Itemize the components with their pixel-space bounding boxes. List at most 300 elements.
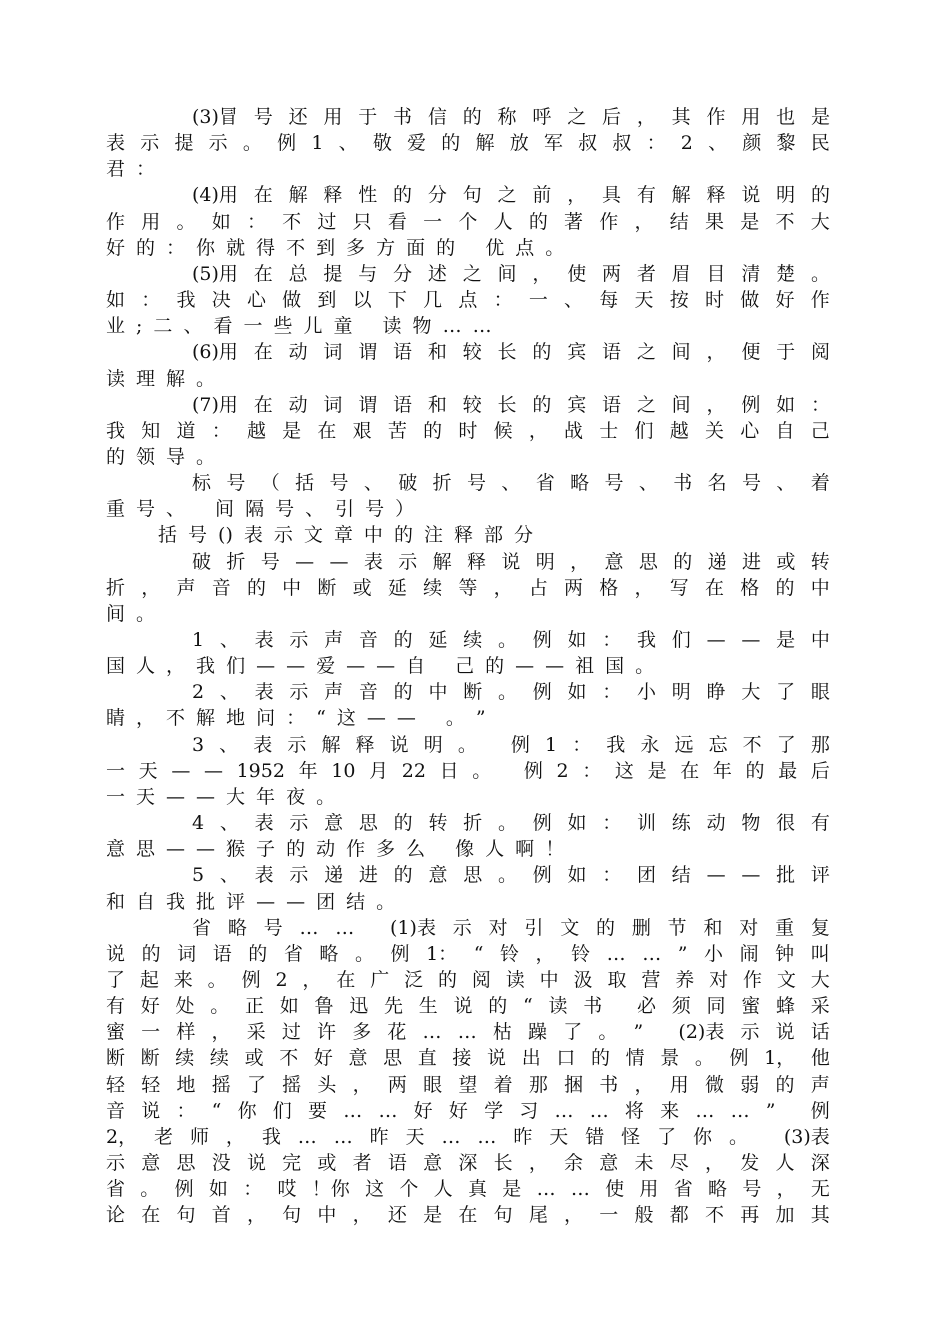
text-token: 是: [647, 759, 667, 782]
text-token: 说: [389, 733, 409, 756]
text-line: [106, 1202, 830, 1228]
text-token: 意: [604, 550, 624, 573]
text-token: 文: [560, 916, 580, 939]
text-token: 没: [211, 1152, 231, 1174]
text-token: 在: [253, 341, 273, 364]
text-token: 例: [532, 681, 552, 704]
text-token: 闹: [739, 942, 759, 965]
text-token: ，: [302, 968, 322, 991]
text-token: 转: [810, 550, 830, 573]
text-token: 的: [393, 681, 413, 704]
text-token: 出: [521, 1047, 541, 1070]
text-token: 候: [493, 419, 513, 442]
text-token: 说: [453, 995, 473, 1018]
text-token: ，: [634, 576, 654, 599]
text-token: 号: [226, 472, 246, 495]
text-token: 省: [192, 916, 212, 939]
text-token: 国: [106, 655, 126, 678]
text-token: 的: [393, 629, 413, 651]
text-token: 了: [563, 1021, 583, 1044]
text-token: 号: [742, 472, 762, 495]
text-token: 语: [393, 341, 413, 364]
text-token: ：: [136, 158, 156, 181]
text-token: 例: [532, 812, 552, 835]
text-token: 表: [254, 681, 274, 704]
text-token: ”: [633, 1021, 644, 1044]
text-line: [106, 758, 830, 784]
text-token: 意: [106, 838, 126, 861]
text-token: 例: [532, 864, 552, 887]
text-token: 长: [497, 341, 517, 364]
text-token: 。: [354, 942, 374, 965]
text-token: 。: [176, 210, 196, 233]
text-token: 小: [637, 681, 657, 704]
text-token: 2: [192, 681, 205, 704]
text-token: 越: [246, 419, 266, 442]
text-token: 错: [585, 1125, 605, 1148]
text-line: [192, 679, 830, 705]
text-token: 续: [175, 1047, 195, 1070]
text-token: 表: [106, 132, 126, 155]
text-token: 续: [463, 629, 483, 651]
text-token: 解: [166, 367, 186, 390]
text-token: 采: [810, 995, 830, 1018]
text-line: [192, 810, 830, 836]
text-token: 语: [212, 942, 232, 965]
text-token: ：: [211, 419, 231, 442]
text-token: 我: [196, 655, 216, 678]
text-token: 、: [219, 812, 239, 835]
text-token: 3: [192, 733, 205, 756]
text-token: 到: [316, 236, 336, 259]
text-token: 声: [810, 1073, 830, 1096]
text-token: 其: [810, 1204, 830, 1227]
text-token: 结: [669, 210, 689, 233]
text-line: [192, 915, 830, 941]
text-token: 时: [458, 419, 478, 442]
text-token: 一: [599, 1204, 619, 1227]
text-token: 目: [706, 262, 726, 285]
text-token: 复: [810, 916, 830, 939]
text-token: 关: [704, 419, 724, 442]
text-token: 较: [462, 341, 482, 364]
text-token: 释: [323, 184, 343, 207]
text-token: —: [376, 655, 396, 678]
text-token: ，: [352, 1204, 372, 1227]
text-token: 我: [106, 419, 126, 442]
text-token: 示: [287, 733, 307, 756]
text-token: 不: [742, 733, 762, 756]
text-token: 我: [261, 1125, 281, 1148]
text-token: 团: [316, 890, 336, 913]
text-token: 。: [497, 864, 517, 887]
text-token: 示: [106, 1152, 126, 1174]
text-token: ”: [677, 942, 688, 965]
text-token: ：: [166, 236, 186, 259]
text-token: 学: [484, 1099, 504, 1122]
text-token: 递: [707, 550, 727, 573]
text-token: 意: [141, 1152, 161, 1174]
text-token: …: [642, 942, 662, 965]
text-token: 声: [324, 681, 344, 704]
text-token: 一: [528, 289, 548, 312]
text-token: 我: [606, 733, 626, 756]
text-token: 和: [703, 916, 723, 939]
text-token: 示: [208, 132, 228, 155]
text-token: ，: [246, 1204, 266, 1227]
text-token: —: [196, 785, 216, 808]
text-token: 思: [176, 1152, 196, 1174]
text-line: [192, 182, 830, 208]
text-token: 在: [458, 1204, 478, 1227]
text-token: 。: [694, 1047, 714, 1070]
text-token: 宾: [567, 341, 587, 364]
text-token: 啊: [515, 838, 535, 861]
text-token: 在: [253, 262, 273, 285]
text-token: 中: [539, 968, 559, 991]
text-token: 优: [466, 236, 505, 259]
text-token: 捆: [564, 1073, 584, 1096]
text-token: 在: [141, 1204, 161, 1227]
text-token: 转: [428, 812, 448, 835]
text-token: 意: [423, 1152, 443, 1174]
text-token: 递: [324, 864, 344, 887]
text-token: 解: [196, 707, 216, 730]
text-token: 阅: [810, 341, 830, 364]
text-token: 提: [323, 262, 343, 285]
text-token: 老: [154, 1125, 174, 1148]
text-line: [106, 941, 830, 967]
text-token: 者: [636, 262, 656, 285]
text-token: 者: [352, 1152, 372, 1174]
text-token: 理: [136, 367, 156, 390]
text-token: 音: [211, 576, 231, 599]
text-token: 意: [428, 864, 448, 887]
text-token: ：: [141, 289, 161, 312]
text-token: 。: [472, 759, 492, 782]
text-token: 例: [390, 942, 410, 965]
text-token: 用: [141, 210, 161, 233]
text-token: 未: [634, 1152, 654, 1174]
text-token: 看: [213, 315, 233, 338]
text-token: 采: [246, 1021, 266, 1044]
text-token: 日: [439, 759, 459, 782]
text-token: 。: [316, 785, 336, 808]
text-token: 。: [497, 681, 517, 704]
text-token: 前: [532, 184, 552, 207]
text-line: [106, 1124, 830, 1150]
text-token: 略: [570, 472, 590, 495]
text-token: …: [695, 1099, 715, 1122]
text-token: ：: [602, 812, 622, 835]
text-token: ，: [776, 1178, 796, 1201]
text-token: 占: [528, 576, 548, 599]
text-token: 示: [289, 864, 309, 887]
text-line: [106, 418, 830, 444]
text-token: 间: [671, 393, 691, 416]
text-token: 在: [336, 968, 356, 991]
text-token: 颜: [742, 132, 762, 155]
text-token: ：: [810, 393, 830, 416]
text-token: 后: [602, 106, 622, 128]
text-token: ，: [634, 210, 654, 233]
text-token: 民: [810, 132, 830, 155]
text-token: —: [366, 707, 386, 730]
text-token: …: [536, 1178, 556, 1201]
text-token: 。: [497, 812, 517, 835]
text-token: 天: [549, 1125, 569, 1148]
text-token: 2，: [106, 1125, 138, 1148]
text-token: 号: [260, 550, 280, 573]
text-token: 。: [457, 733, 477, 756]
text-token: ”: [765, 1099, 776, 1122]
text-token: 例: [741, 393, 761, 416]
text-token: 自: [136, 890, 156, 913]
text-token: 称: [497, 106, 517, 128]
text-token: 是: [282, 419, 302, 442]
text-token: 我: [166, 890, 186, 913]
text-token: 释: [355, 733, 375, 756]
text-line: [192, 732, 830, 758]
text-token: ：: [646, 132, 666, 155]
text-token: 解: [671, 184, 691, 207]
text-token: 、: [708, 132, 728, 155]
text-line: [106, 1019, 830, 1045]
text-token: ，: [528, 419, 548, 442]
text-token: 解: [321, 733, 341, 756]
text-token: 猴: [226, 838, 246, 861]
text-token: 解: [432, 550, 452, 573]
text-token: 。: [196, 367, 216, 390]
text-token: 导: [166, 445, 186, 468]
text-token: 评: [810, 864, 830, 887]
text-token: 音: [358, 681, 378, 704]
text-token: 有: [810, 812, 830, 835]
text-token: 。: [136, 602, 156, 625]
text-token: 说: [501, 550, 521, 573]
text-token: 摇: [211, 1073, 231, 1096]
text-token: 间: [196, 498, 235, 521]
text-token: 的: [141, 942, 161, 965]
text-token: 写: [669, 576, 689, 599]
text-token: 微: [704, 1073, 724, 1096]
text-token: 放: [509, 132, 529, 155]
text-token: 领: [136, 445, 156, 468]
text-token: 折: [226, 550, 246, 573]
text-token: ：: [493, 289, 513, 312]
text-token: 两: [602, 262, 622, 285]
text-token: 示: [140, 132, 160, 155]
text-line: [106, 653, 665, 679]
text-token: 的: [745, 759, 765, 782]
text-line: [106, 496, 425, 522]
text-token: 广: [370, 968, 390, 991]
text-token: 的: [286, 838, 306, 861]
text-token: 如: [567, 864, 587, 887]
text-token: ，: [211, 1021, 231, 1044]
text-token: 文: [776, 968, 796, 991]
text-token: 最: [778, 759, 798, 782]
text-token: (5)用: [192, 262, 238, 285]
text-token: 思: [638, 550, 658, 573]
text-token: 5: [192, 864, 205, 887]
text-token: 无: [810, 1178, 830, 1201]
text-token: 语: [602, 341, 622, 364]
text-token: …: [297, 1125, 317, 1148]
text-token: 头: [317, 1073, 337, 1096]
text-token: 那: [810, 733, 830, 756]
text-token: —: [166, 838, 186, 861]
text-token: 不: [166, 707, 186, 730]
text-token: 话: [810, 1021, 830, 1044]
text-token: 你: [693, 1125, 713, 1148]
text-token: 了: [657, 1125, 677, 1148]
text-token: 示: [289, 812, 309, 835]
text-token: 断: [106, 1047, 126, 1070]
text-line: [106, 366, 226, 392]
text-token: …: [343, 1099, 363, 1122]
text-token: —: [286, 890, 306, 913]
text-token: 天: [634, 289, 654, 312]
text-token: 训: [637, 812, 657, 835]
text-token: 的: [436, 236, 456, 259]
text-token: 不: [282, 210, 302, 233]
text-token: 例: [241, 968, 261, 991]
text-token: 表: [254, 812, 274, 835]
text-line: [106, 889, 406, 915]
text-token: 眼: [423, 1073, 443, 1096]
text-token: 。: [810, 262, 830, 285]
text-token: 接: [452, 1047, 472, 1070]
text-token: 中: [428, 681, 448, 704]
text-token: 意: [348, 1047, 368, 1070]
text-line: [192, 261, 830, 287]
text-token: (2)表: [659, 1021, 725, 1044]
text-token: 景: [660, 1047, 680, 1070]
text-token: 有: [636, 184, 656, 207]
text-token: 表: [253, 733, 273, 756]
text-token: ，: [141, 576, 161, 599]
text-token: 年: [298, 759, 318, 782]
text-token: 作: [810, 289, 830, 312]
text-token: 做: [282, 289, 302, 312]
text-token: 像: [436, 838, 475, 861]
text-token: 天: [138, 759, 158, 782]
text-token: 作: [346, 838, 366, 861]
text-token: 提: [174, 132, 194, 155]
text-token: 。: [140, 1178, 160, 1201]
text-token: 自: [406, 655, 426, 678]
text-line: [106, 1072, 830, 1098]
text-token: 加: [775, 1204, 795, 1227]
text-token: 几: [423, 289, 443, 312]
text-token: 下: [387, 289, 407, 312]
text-token: 示: [289, 681, 309, 704]
text-token: ，: [136, 707, 156, 730]
text-token: ：: [176, 1099, 196, 1122]
text-token: 或: [776, 550, 796, 573]
text-token: 、: [363, 472, 383, 495]
text-token: 弱: [740, 1073, 760, 1096]
text-token: 思: [383, 1047, 403, 1070]
text-token: 睛: [106, 707, 126, 730]
text-token: 的: [775, 576, 795, 599]
text-token: 人: [433, 1178, 453, 1201]
text-token: 要: [308, 1099, 328, 1122]
text-token: 2: [680, 132, 693, 155]
text-token: —: [286, 655, 306, 678]
text-token: 中: [317, 1204, 337, 1227]
text-token: 这: [614, 759, 634, 782]
text-token: “: [316, 707, 326, 730]
text-token: 好: [448, 1099, 468, 1122]
text-token: 。: [242, 132, 262, 155]
text-token: 取: [607, 968, 627, 991]
text-token: 省: [283, 942, 303, 965]
text-token: 地: [226, 707, 246, 730]
text-token: 部: [483, 524, 503, 547]
text-token: 。: [196, 445, 216, 468]
text-line: [192, 627, 830, 653]
text-token: 战: [564, 419, 584, 442]
text-token: 我: [176, 289, 196, 312]
text-token: 么: [406, 838, 426, 861]
text-token: 语: [387, 1152, 407, 1174]
text-line: [106, 836, 575, 862]
text-token: ：: [572, 733, 592, 756]
text-token: 性: [358, 184, 378, 207]
text-token: 士: [599, 419, 619, 442]
text-token: —: [741, 864, 761, 887]
text-token: 时: [704, 289, 724, 312]
text-token: 呼: [532, 106, 552, 128]
text-token: 望: [458, 1073, 478, 1096]
text-token: 作: [106, 210, 126, 233]
text-token: 都: [669, 1204, 689, 1227]
text-token: 睁: [706, 681, 726, 704]
text-line: [106, 444, 226, 470]
text-token: 读: [363, 315, 402, 338]
text-token: 师: [189, 1125, 209, 1148]
text-token: 分: [393, 262, 413, 285]
text-token: 的: [423, 419, 443, 442]
text-token: ，: [570, 550, 590, 573]
text-token: 词: [323, 341, 343, 364]
text-token: 一: [106, 785, 126, 808]
text-token: 在: [317, 419, 337, 442]
text-token: ！你: [311, 1178, 350, 1201]
text-token: 长: [493, 1152, 513, 1174]
text-token: 用: [323, 106, 343, 128]
text-token: 远: [674, 733, 694, 756]
text-token: 和: [427, 393, 447, 416]
text-token: 越: [669, 419, 689, 442]
text-line: [106, 1045, 830, 1071]
text-token: 多: [352, 1021, 372, 1044]
text-token: 心: [246, 289, 266, 312]
text-token: 铃: [571, 942, 591, 965]
text-token: 叔: [612, 132, 632, 155]
text-token: 的: [393, 864, 413, 887]
text-token: 。: [728, 1125, 748, 1148]
text-token: 对: [488, 916, 508, 939]
text-token: 的: [485, 655, 505, 678]
text-token: 轻: [141, 1073, 161, 1096]
text-token: 明: [776, 184, 796, 207]
text-token: 爱: [407, 132, 427, 155]
text-token: 真: [467, 1178, 487, 1201]
text-token: 例: [729, 1047, 749, 1070]
